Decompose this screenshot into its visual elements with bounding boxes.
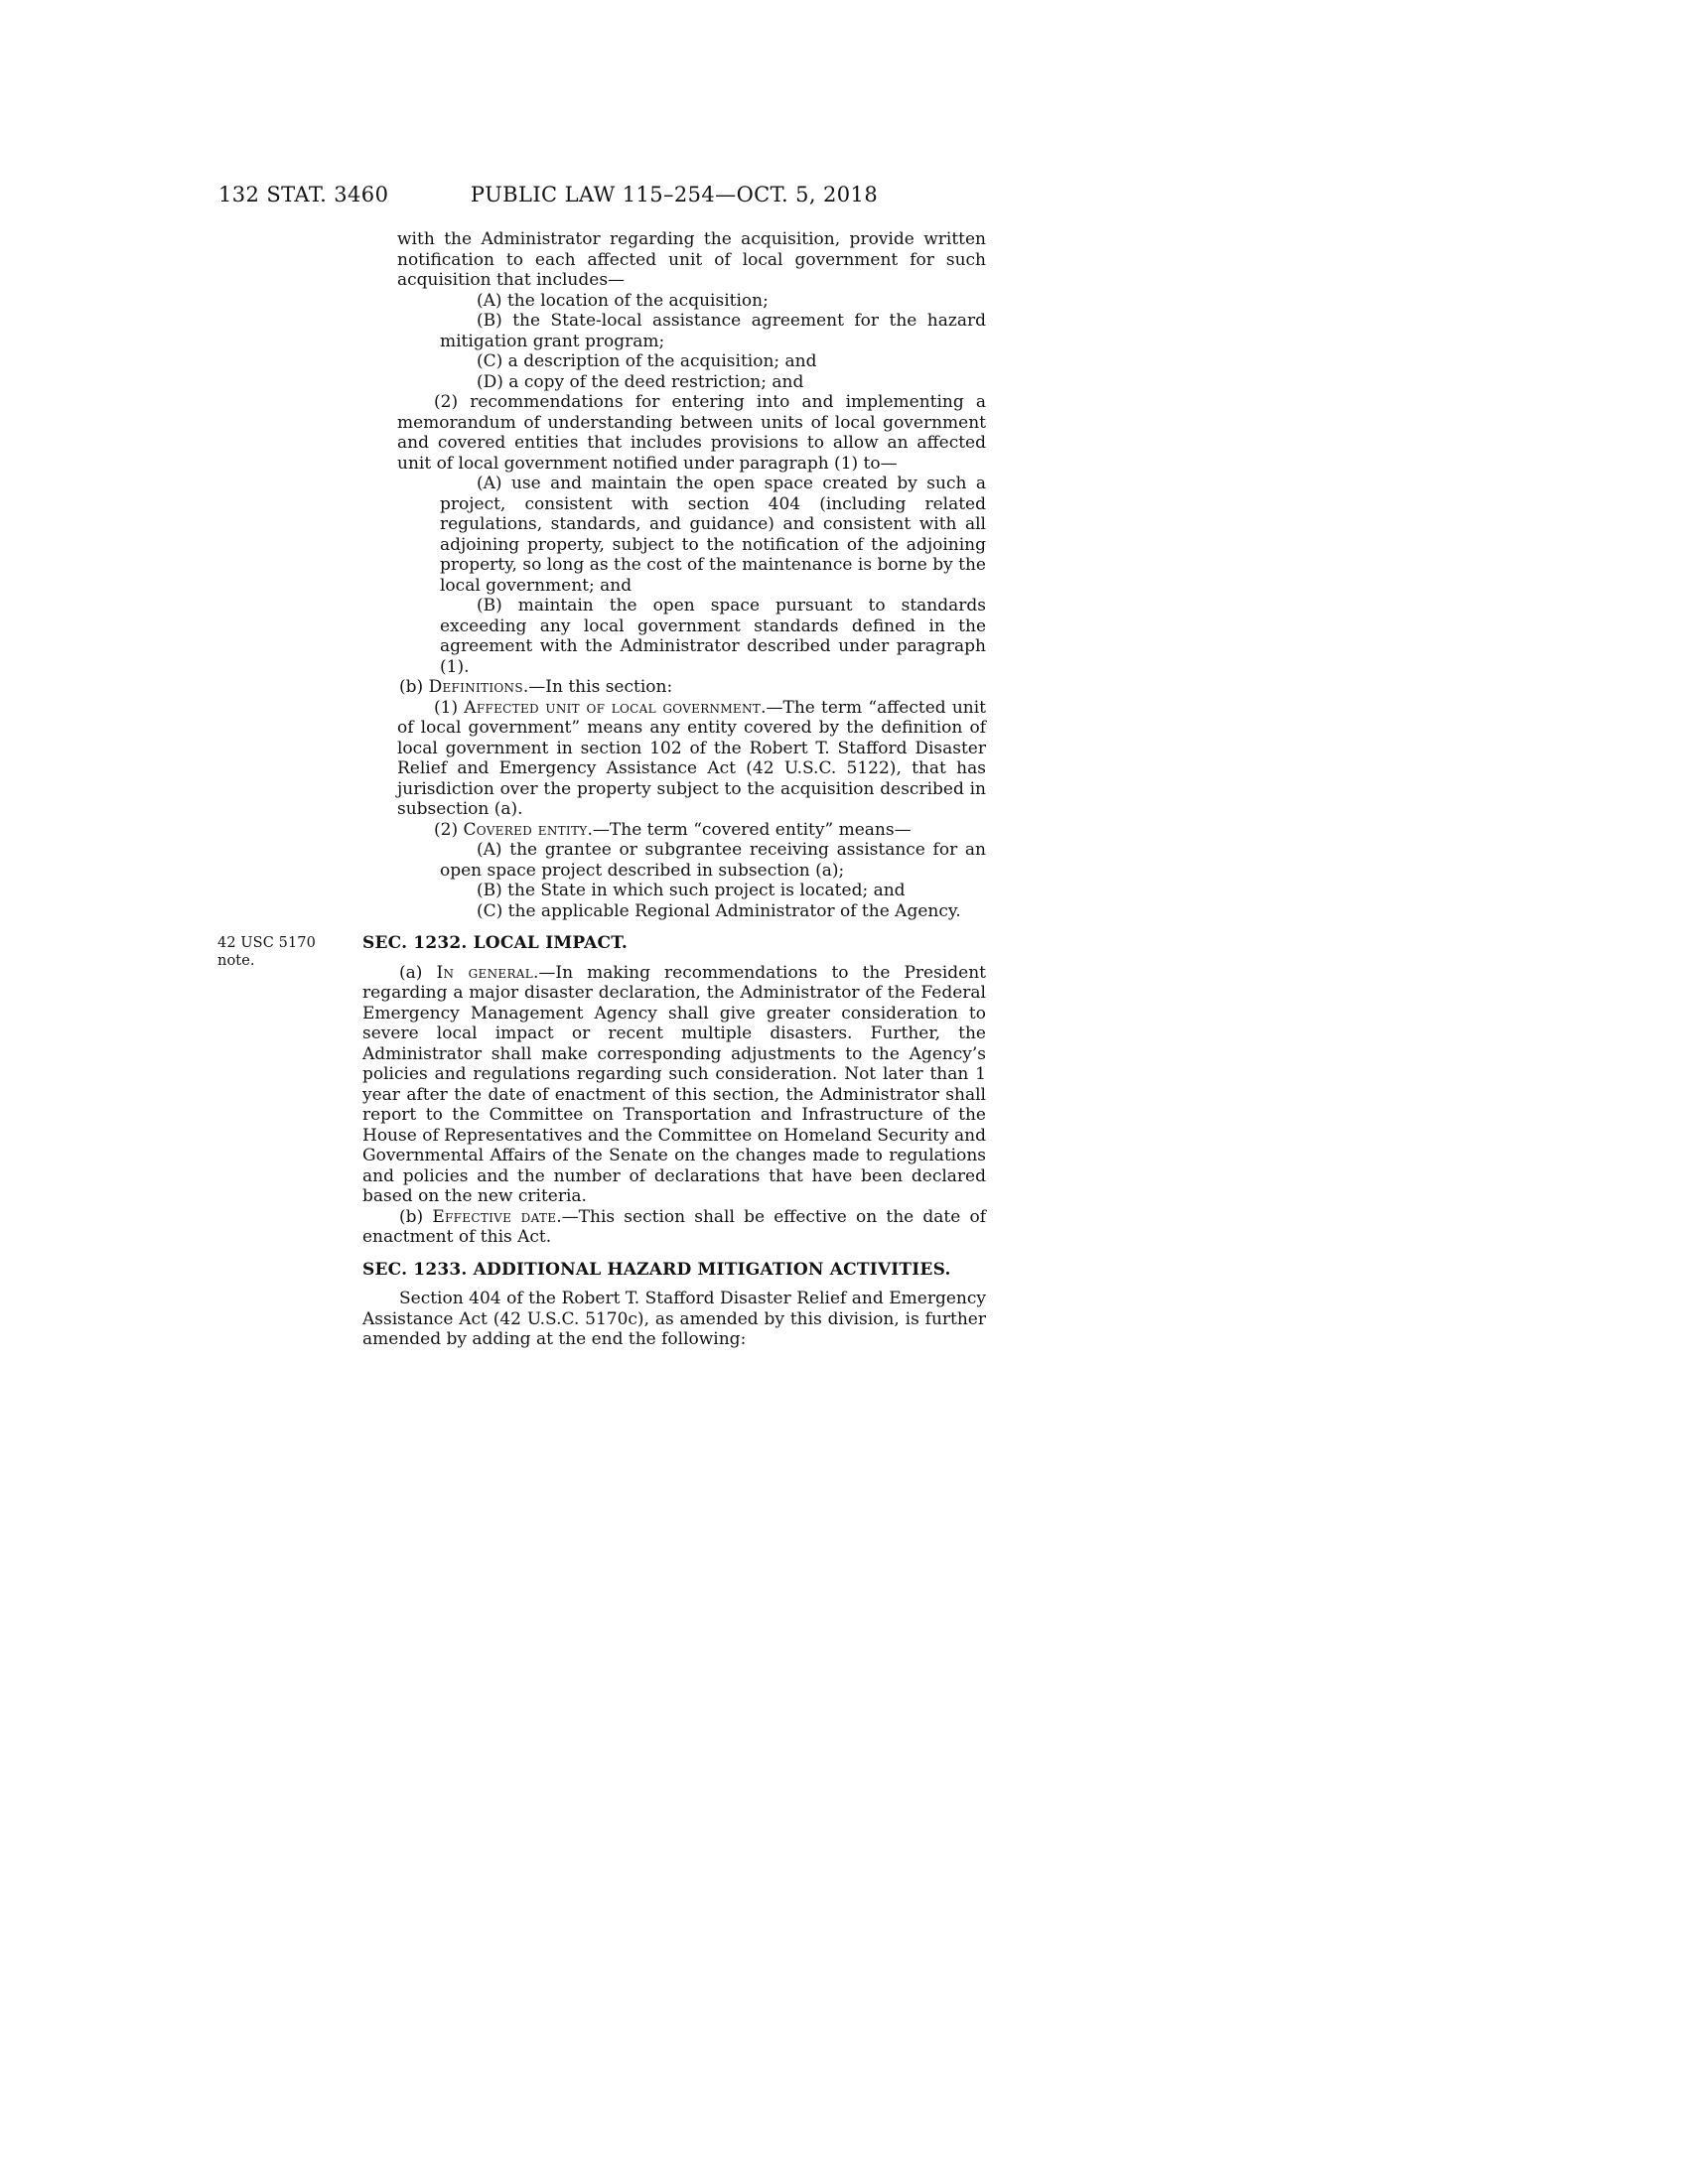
text-run: SEC. 1233. ADDITIONAL HAZARD MITIGATION ACTIVITIES. xyxy=(362,1259,951,1280)
paragraph xyxy=(397,392,986,474)
page-stat-number: 132 STAT. 3460 xyxy=(218,183,389,206)
text-run: (1) xyxy=(434,697,465,718)
text-run: (b) xyxy=(399,1206,433,1227)
text-run: (B) maintain the open space pursuant to standards exceeding any local government standards defined in the agreement with the Administrator described under paragraph (1). xyxy=(440,596,986,677)
paragraph xyxy=(440,372,986,393)
text-run: (B) the State-local assistance agreement for the hazard mitigation grant program; xyxy=(440,311,986,351)
section-heading xyxy=(217,933,986,969)
paragraph xyxy=(440,474,986,596)
paragraph xyxy=(362,1289,986,1350)
smallcaps-term: Effective date xyxy=(432,1206,557,1227)
text-run: (b) xyxy=(399,677,429,697)
text-run: (D) a copy of the deed restriction; and xyxy=(477,371,804,392)
margin-note: 42 USC 5170 note. xyxy=(217,935,316,969)
document-body xyxy=(217,229,987,1350)
page-law-header: PUBLIC LAW 115–254—OCT. 5, 2018 xyxy=(470,183,879,206)
text-run: .—The term “covered entity” means— xyxy=(587,819,912,840)
text-run: (B) the State in which such project is located; and xyxy=(477,881,906,900)
paragraph xyxy=(362,963,986,1207)
paragraph xyxy=(440,901,986,922)
text-run: (a) xyxy=(399,962,437,983)
text-run: (2) xyxy=(434,819,464,840)
text-run: .—The term “affected unit of local government” means any entity covered by the definition of local government in section 102 of the Robert T. Stafford Disaster Relief and Emergency Assistance Act (42 U.S.C. 5122), that has jurisdiction over the property subject to the acquisition described in subsection (a). xyxy=(397,697,987,819)
paragraph xyxy=(440,596,986,677)
paragraph xyxy=(362,677,986,698)
smallcaps-term: In general xyxy=(436,962,534,983)
paragraph xyxy=(440,881,986,901)
text-run: (A) the location of the acquisition; xyxy=(477,290,769,311)
smallcaps-term: Affected unit of local government xyxy=(464,697,762,718)
smallcaps-term: Covered entity xyxy=(463,819,588,840)
text-run: Section 404 of the Robert T. Stafford Disaster Relief and Emergency Assistance Act (42 U.S.C. 5170c), as amended by this division, is further amended by adding at the end the following: xyxy=(362,1289,986,1349)
text-run: with the Administrator regarding the acquisition, provide written notification to each affected unit of local government for such acquisition that includes— xyxy=(397,229,986,290)
text-run: .—In this section: xyxy=(522,677,673,697)
text-run: (2) recommendations for entering into and implementing a memorandum of understanding between units of local government and covered entities that includes provisions to allow an affected unit of local government notified under paragraph (1) to— xyxy=(397,392,986,474)
section-heading xyxy=(362,1260,986,1281)
paragraph xyxy=(440,840,986,881)
paragraph xyxy=(397,229,986,291)
text-run: SEC. 1232. LOCAL IMPACT. xyxy=(362,933,629,953)
smallcaps-term: Definitions xyxy=(428,677,523,697)
paragraph xyxy=(440,311,986,351)
paragraph xyxy=(397,820,986,841)
text-run: (A) the grantee or subgrantee receiving assistance for an open space project described in subsection (a); xyxy=(440,840,986,881)
paragraph xyxy=(440,291,986,312)
paragraph xyxy=(397,698,986,820)
text-run: .—This section shall be effective on the date of enactment of this Act. xyxy=(362,1206,986,1247)
text-run: (C) a description of the acquisition; and xyxy=(477,351,817,371)
paragraph xyxy=(362,1207,986,1248)
text-run: (A) use and maintain the open space created by such a project, consistent with section 404 (including related regulations, standards, and guidance) and consistent with all adjoining property, subject to the notification of the adjoining property, so long as the cost of the maintenance is borne by the local government; and xyxy=(440,474,986,596)
text-run: (C) the applicable Regional Administrator of the Agency. xyxy=(477,900,961,921)
text-run: .—In making recommendations to the President regarding a major disaster declaration, the Administrator of the Federal Emergency Management Agency shall give greater consideration to severe local impact or recent multiple disasters. Further, the Administrator shall make corresponding adjustments to the Agency’s policies and regulations regarding such consideration. Not later than 1 year after the date of enactment of this section, the Administrator shall report to the Committee on Transportation and Infrastructure of the House of Representatives and the Committee on Homeland Security and Governmental Affairs of the Senate on the changes made to regulations and policies and the number of declarations that have been declared based on the new criteria. xyxy=(362,962,986,1206)
paragraph xyxy=(440,351,986,372)
